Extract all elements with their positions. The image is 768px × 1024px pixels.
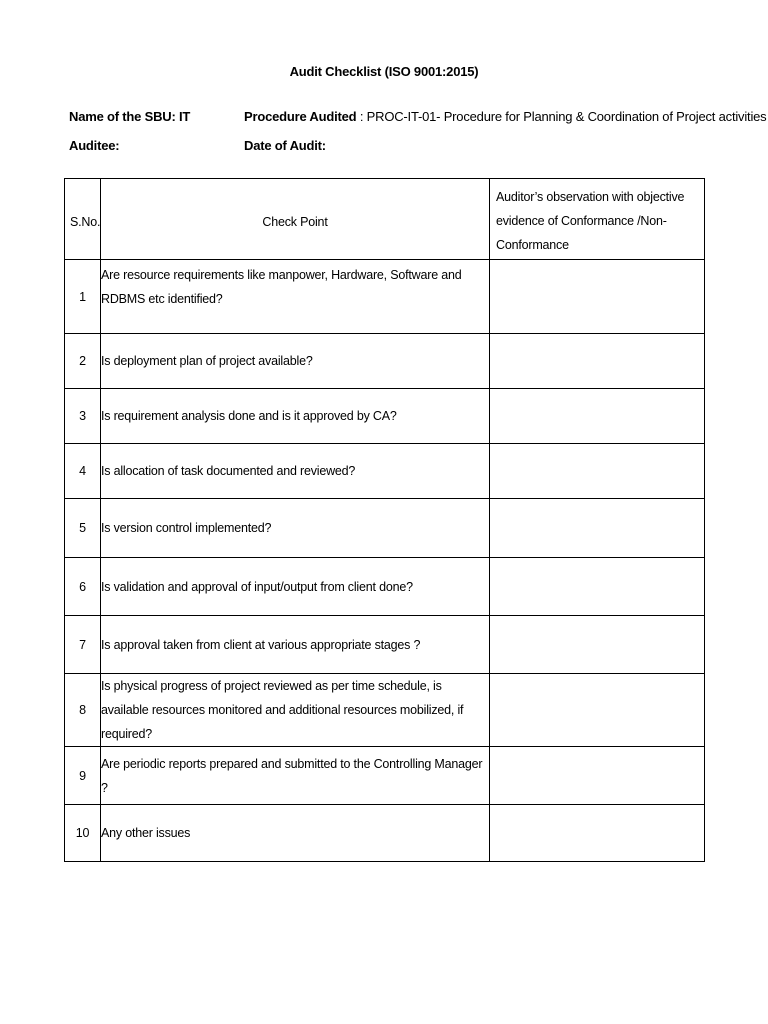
table-row — [65, 805, 705, 862]
checklist-table — [64, 178, 705, 862]
date-field — [244, 138, 326, 153]
row-check-point: Is version control implemented? — [101, 499, 490, 558]
table-row — [65, 558, 705, 616]
row-sno: 2 — [65, 334, 101, 389]
sbu-label: Name of the SBU: — [69, 109, 176, 124]
row-sno: 8 — [65, 674, 101, 747]
row-observation — [490, 616, 705, 674]
document-title: Audit Checklist (ISO 9001:2015) — [289, 64, 479, 79]
table-row — [65, 747, 705, 805]
row-observation — [490, 260, 705, 334]
auditee-field — [69, 138, 119, 153]
table-row — [65, 389, 705, 444]
row-sno: 10 — [65, 805, 101, 862]
table-row — [65, 260, 705, 334]
table-row — [65, 334, 705, 389]
row-sno: 4 — [65, 444, 101, 499]
table-row — [65, 674, 705, 747]
table-row — [65, 444, 705, 499]
row-observation — [490, 499, 705, 558]
row-check-point: Are periodic reports prepared and submitted to the Controlling Manager ? — [101, 747, 490, 805]
row-check-point: Is validation and approval of input/output from client done? — [101, 558, 490, 616]
procedure-label: Procedure Audited — [244, 109, 357, 124]
sbu-value: IT — [175, 109, 191, 124]
row-check-point: Are resource requirements like manpower, Hardware, Software and RDBMS etc identified? — [101, 260, 490, 334]
row-sno: 3 — [65, 389, 101, 444]
date-label: Date of Audit: — [244, 138, 326, 153]
row-observation — [490, 444, 705, 499]
row-sno: 1 — [65, 260, 101, 334]
row-sno: 7 — [65, 616, 101, 674]
row-check-point: Is physical progress of project reviewed as per time schedule, is available resources monitored and additional resources mobilized, if required? — [101, 674, 490, 747]
header-observation: Auditor’s observation with objective evidence of Conformance /Non-Conformance — [490, 179, 705, 260]
row-check-point: Is allocation of task documented and reviewed? — [101, 444, 490, 499]
row-observation — [490, 558, 705, 616]
row-check-point: Any other issues — [101, 805, 490, 862]
procedure-value: : PROC-IT-01- Procedure for Planning & Coordination of Project activities — [356, 109, 767, 124]
auditee-label: Auditee: — [69, 138, 120, 153]
row-check-point: Is requirement analysis done and is it approved by CA? — [101, 389, 490, 444]
table-header-row — [65, 179, 705, 260]
procedure-field — [244, 109, 766, 124]
row-observation — [490, 334, 705, 389]
row-observation — [490, 674, 705, 747]
sbu-field — [69, 109, 190, 124]
row-observation — [490, 747, 705, 805]
row-sno: 5 — [65, 499, 101, 558]
header-sno: S.No. — [65, 179, 101, 260]
row-check-point: Is deployment plan of project available? — [101, 334, 490, 389]
row-sno: 9 — [65, 747, 101, 805]
row-observation — [490, 805, 705, 862]
header-check-point: Check Point — [101, 179, 490, 260]
row-check-point: Is approval taken from client at various appropriate stages ? — [101, 616, 490, 674]
row-sno: 6 — [65, 558, 101, 616]
row-observation — [490, 389, 705, 444]
table-row — [65, 499, 705, 558]
table-row — [65, 616, 705, 674]
